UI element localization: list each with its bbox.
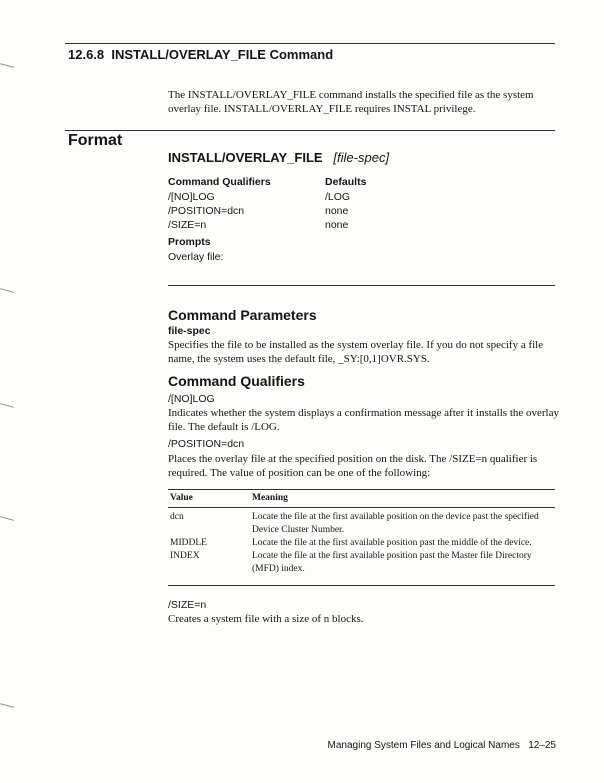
meaning-cell: Locate the file at the first available position past the Master file Directory (MFD) index.	[252, 551, 532, 574]
param-text: Specifies the file to be installed as the system overlay file. If you do not specify a file name, the system uses the default file, _SY:[0,1]OVR.SYS.	[168, 339, 544, 365]
scan-mark	[0, 403, 14, 408]
section-number: 12.6.8	[68, 47, 105, 62]
qualifier: /[NO]LOG	[168, 191, 215, 203]
table-rule	[168, 585, 555, 586]
qualifier-name: /[NO]LOG	[168, 393, 215, 405]
footer	[328, 740, 556, 751]
default: /LOG	[325, 191, 351, 203]
table-row	[170, 537, 550, 550]
format-syntax	[168, 150, 389, 165]
intro-text: The INSTALL/OVERLAY_FILE command installs the specified file as the system overlay file. INSTALL/OVERLAY_FILE requires INSTAL privilege.	[168, 89, 534, 115]
qualifiers-header: Command Qualifiers	[168, 176, 271, 188]
header-cell: Value	[170, 493, 193, 503]
value-cell: dcn	[170, 512, 184, 522]
page-number: 12–25	[528, 740, 556, 751]
param-name: file-spec	[168, 325, 211, 337]
defaults-header: Defaults	[325, 176, 367, 188]
table-row	[170, 550, 550, 576]
command-name: INSTALL/OVERLAY_FILE	[168, 150, 323, 165]
qualifiers-heading: Command Qualifiers	[168, 373, 305, 389]
footer-title: Managing System Files and Logical Names	[327, 740, 520, 751]
params-heading: Command Parameters	[168, 307, 317, 323]
qualifier-name: /POSITION=dcn	[168, 438, 245, 450]
qualifier-name: /SIZE=n	[168, 599, 207, 611]
scan-mark	[0, 288, 14, 293]
qualifier-text: Places the overlay file at the specified position on the disk. The /SIZE=n qualifier is required. The value of position can be one of the following:	[168, 453, 538, 479]
scan-mark	[0, 516, 14, 521]
qualifier-text: Creates a system file with a size of n blocks.	[168, 613, 364, 625]
value-cell: INDEX	[170, 551, 200, 561]
table-rule	[168, 489, 555, 490]
section-heading	[68, 47, 333, 62]
prompts-header: Prompts	[168, 236, 211, 248]
header-cell: Meaning	[252, 493, 288, 503]
divider	[168, 285, 555, 286]
meaning-cell: Locate the file at the first available position past the middle of the device.	[252, 538, 532, 548]
divider	[65, 130, 555, 131]
table-row	[170, 511, 550, 537]
value-cell: MIDDLE	[170, 538, 207, 548]
format-heading: Format	[68, 132, 123, 149]
scan-mark	[0, 63, 14, 68]
command-param: [file-spec]	[333, 150, 390, 165]
divider	[65, 43, 555, 44]
scan-mark	[0, 703, 14, 708]
prompt: Overlay file:	[168, 251, 224, 263]
table-header	[170, 492, 550, 511]
default: none	[325, 219, 349, 231]
qualifier-text: Indicates whether the system displays a confirmation message after it installs the overlay file. The default is /LOG.	[168, 407, 559, 433]
meaning-cell: Locate the file at the first available position on the device past the specified Device Cluster Number.	[252, 512, 539, 535]
qualifier: /SIZE=n	[168, 219, 207, 231]
position-table	[170, 492, 550, 576]
section-title: INSTALL/OVERLAY_FILE Command	[111, 47, 334, 62]
qualifier: /POSITION=dcn	[168, 205, 245, 217]
default: none	[325, 205, 349, 217]
